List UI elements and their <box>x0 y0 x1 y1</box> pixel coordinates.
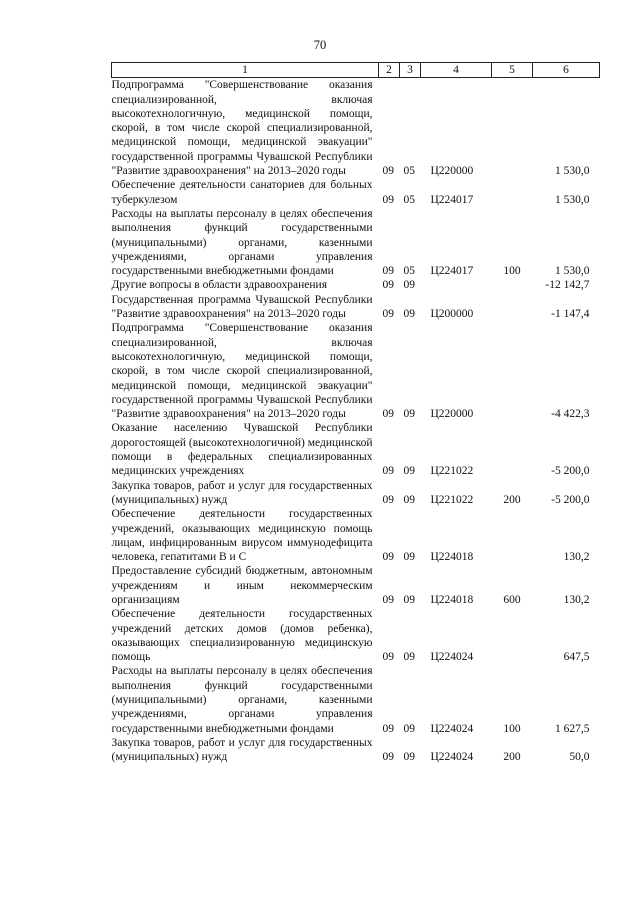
row-target-code: Ц221022 <box>430 493 474 506</box>
row-target-code: Ц224017 <box>430 193 474 206</box>
row-expense-type <box>492 178 533 207</box>
row-subsection: 09 <box>403 408 415 421</box>
row-expense-type: 200 <box>503 751 521 764</box>
row-expense-type <box>492 78 533 179</box>
row-amount: -5 200,0 <box>551 465 590 478</box>
table-row <box>112 293 600 322</box>
table-row <box>112 479 600 508</box>
row-target-code: Ц224017 <box>430 265 474 278</box>
row-target-code: Ц200000 <box>430 308 474 321</box>
row-subsection: 05 <box>403 265 415 278</box>
row-expense-type: 600 <box>503 593 521 606</box>
row-expense-type <box>492 607 533 664</box>
row-section: 09 <box>382 722 394 735</box>
row-description: Расходы на выплаты персоналу в целях обеспечения выполнения функций государственными (муниципальными) органами, казенными учреждениями, органами управления государственными внебюджетными фондами <box>111 207 373 278</box>
row-expense-type <box>492 507 533 564</box>
row-amount: -1 147,4 <box>551 308 590 321</box>
table-row <box>112 607 600 664</box>
table-row <box>112 421 600 478</box>
row-section: 09 <box>382 279 394 292</box>
row-amount: 1 627,5 <box>555 722 590 735</box>
row-target-code: Ц220000 <box>430 165 474 178</box>
row-amount: 1 530,0 <box>555 265 590 278</box>
row-target-code: Ц224018 <box>430 551 474 564</box>
column-header: 4 <box>421 63 492 78</box>
row-subsection: 05 <box>403 165 415 178</box>
table-row <box>112 736 600 765</box>
row-amount: 130,2 <box>563 551 590 564</box>
row-expense-type: 200 <box>503 493 521 506</box>
row-subsection: 09 <box>403 722 415 735</box>
row-description: Подпрограмма "Совершенствование оказания специализированной, включая высокотехнологичную, медицинской помощи, скорой, в том числе скорой специализированной, медицинской помощи, медицинской эвакуации" государственной программы Чувашской Республики "Развитие здравоохранения" на 2013–2020 годы <box>111 322 373 421</box>
table-row <box>112 321 600 421</box>
column-header: 1 <box>112 63 379 78</box>
row-amount: -5 200,0 <box>551 493 590 506</box>
page-number: 70 <box>313 38 327 52</box>
table-row <box>112 664 600 735</box>
row-amount: -4 422,3 <box>551 408 590 421</box>
row-amount: -12 142,7 <box>545 279 590 292</box>
row-subsection: 09 <box>403 493 415 506</box>
row-subsection: 09 <box>403 551 415 564</box>
row-expense-type <box>492 321 533 421</box>
row-section: 09 <box>382 651 394 664</box>
row-description: Закупка товаров, работ и услуг для государственных (муниципальных) нужд <box>111 736 373 764</box>
row-target-code <box>421 278 492 292</box>
row-target-code: Ц224024 <box>430 722 474 735</box>
budget-table <box>111 62 600 765</box>
column-header: 2 <box>379 63 400 78</box>
row-target-code: Ц220000 <box>430 408 474 421</box>
row-section: 09 <box>382 408 394 421</box>
row-section: 09 <box>382 551 394 564</box>
row-expense-type: 100 <box>503 265 521 278</box>
table-row <box>112 278 600 292</box>
row-section: 09 <box>382 493 394 506</box>
row-amount: 1 530,0 <box>555 193 590 206</box>
row-description: Оказание населению Чувашской Республики дорогостоящей (высокотехнологичной) медицинской помощи в федеральных специализированных медицинских учреждениях <box>111 422 373 478</box>
row-section: 09 <box>382 751 394 764</box>
row-target-code: Ц224018 <box>430 593 474 606</box>
row-section: 09 <box>382 265 394 278</box>
row-section: 09 <box>382 165 394 178</box>
row-description: Предоставление субсидий бюджетным, автономным учреждениям и иным некоммерческим организациям <box>111 565 373 606</box>
row-amount: 50,0 <box>569 751 590 764</box>
row-amount: 647,5 <box>563 651 590 664</box>
row-subsection: 05 <box>403 193 415 206</box>
row-subsection: 09 <box>403 279 415 292</box>
row-description: Государственная программа Чувашской Республики "Развитие здравоохранения" на 2013–2020 годы <box>111 293 373 321</box>
column-header: 6 <box>533 63 600 78</box>
row-target-code: Ц224024 <box>430 651 474 664</box>
row-expense-type <box>492 293 533 322</box>
row-subsection: 09 <box>403 593 415 606</box>
row-subsection: 09 <box>403 465 415 478</box>
row-section: 09 <box>382 593 394 606</box>
row-description: Подпрограмма "Совершенствование оказания специализированной, включая высокотехнологичную, медицинской помощи, скорой, в том числе скорой специализированной, медицинской помощи, медицинской эвакуации" государственной программы Чувашской Республики "Развитие здравоохранения" на 2013–2020 годы <box>111 79 373 178</box>
row-amount: 1 530,0 <box>555 165 590 178</box>
row-description: Обеспечение деятельности государственных учреждений детских домов (домов ребенка), оказывающих специализированную медицинскую помощь <box>111 608 373 664</box>
table-row <box>112 507 600 564</box>
table-row <box>112 207 600 278</box>
table-row <box>112 564 600 607</box>
row-section: 09 <box>382 465 394 478</box>
row-subsection: 09 <box>403 651 415 664</box>
column-header: 3 <box>400 63 421 78</box>
row-description: Закупка товаров, работ и услуг для государственных (муниципальных) нужд <box>111 479 373 506</box>
row-description: Расходы на выплаты персоналу в целях обеспечения выполнения функций государственными (муниципальными) органами, казенными учреждениями, органами управления государственными внебюджетными фондами <box>111 665 373 735</box>
header-row <box>112 63 600 78</box>
table-row <box>112 78 600 179</box>
row-section: 09 <box>382 193 394 206</box>
row-expense-type <box>492 421 533 478</box>
row-description: Обеспечение деятельности санаториев для больных туберкулезом <box>111 179 373 206</box>
column-header: 5 <box>492 63 533 78</box>
row-target-code: Ц224024 <box>430 751 474 764</box>
row-amount: 130,2 <box>563 593 590 606</box>
row-description: Обеспечение деятельности государственных учреждений, оказывающих медицинскую помощь лицам, инфицированным вирусом иммунодефицита человека, гепатитами В и С <box>111 508 373 564</box>
table-row <box>112 178 600 207</box>
row-subsection: 09 <box>403 751 415 764</box>
row-expense-type <box>492 278 533 292</box>
row-subsection: 09 <box>403 308 415 321</box>
row-expense-type: 100 <box>503 722 521 735</box>
row-description: Другие вопросы в области здравоохранения <box>111 279 327 292</box>
row-target-code: Ц221022 <box>430 465 474 478</box>
row-section: 09 <box>382 308 394 321</box>
